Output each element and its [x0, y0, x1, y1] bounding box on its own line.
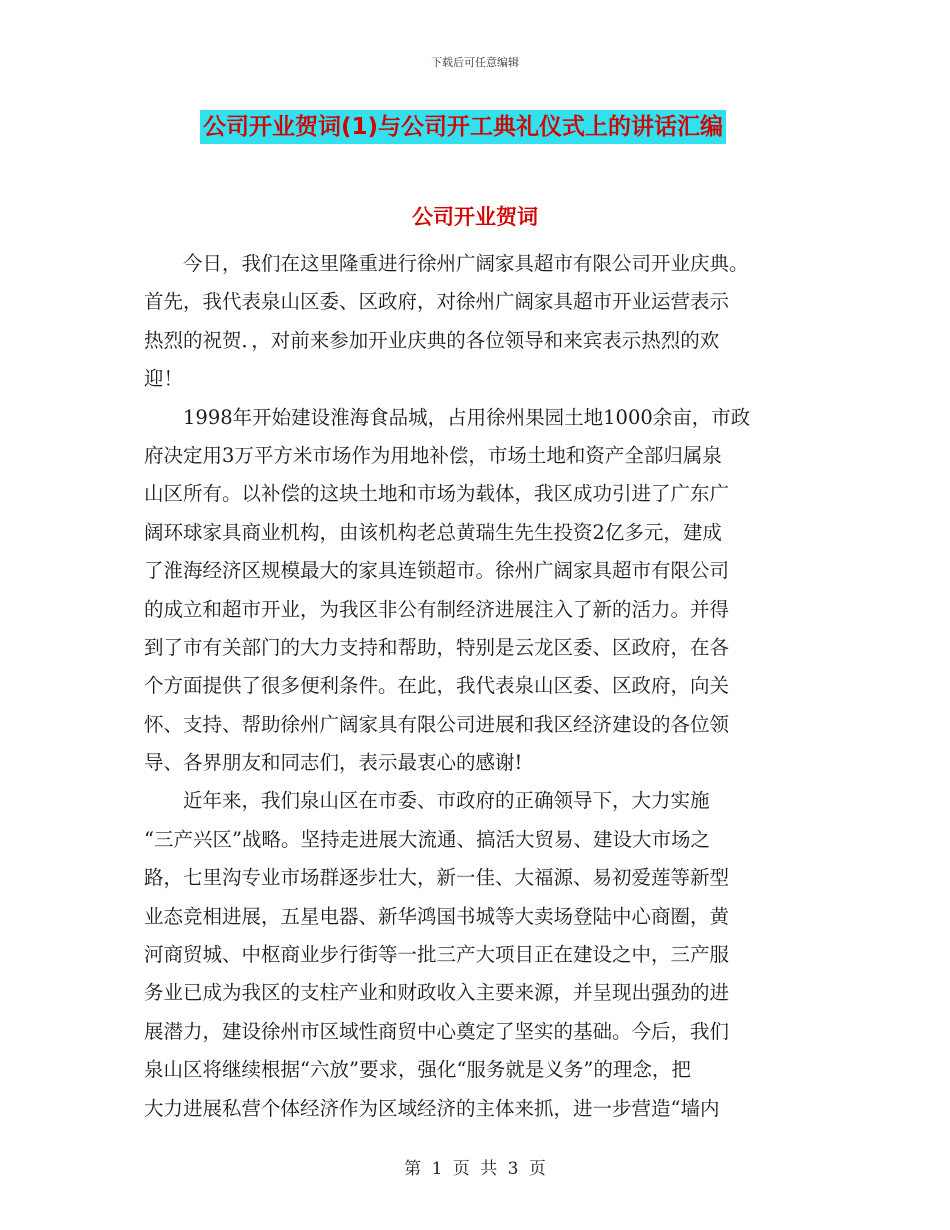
text-line: 的成立和超市开业，为我区非公有制经济进展注入了新的活力。并得: [144, 597, 730, 621]
document-title: 公司开业贺词(1)与公司开工典礼仪式上的讲话汇编: [200, 110, 726, 144]
section-title: 公司开业贺词: [412, 205, 538, 229]
text-line: 首先，我代表泉山区委、区政府，对徐州广阔家具超市开业运营表示: [144, 290, 730, 314]
text-line: “三产兴区”战略。坚持走进展大流通、搞活大贸易、建设大市场之: [144, 827, 710, 851]
body-text: [144, 245, 808, 1128]
text-line: 了淮海经济区规模最大的家具连锁超市。徐州广阔家具超市有限公司: [144, 559, 730, 583]
text-line: 泉山区将继续根据“六放”要求，强化“服务就是义务”的理念，把: [144, 1058, 691, 1082]
text-line: 导、各界朋友和同志们，表示最衷心的感谢!: [144, 751, 523, 775]
text-line: 河商贸城、中枢商业步行街等一批三产大项目正在建设之中，三产服: [144, 943, 730, 967]
text-line: 业态竞相进展，五星电器、新华鸿国书城等大卖场登陆中心商圈，黄: [144, 904, 730, 928]
text-line: 到了市有关部门的大力支持和帮助，特别是云龙区委、区政府，在各: [144, 635, 730, 659]
page-header-note: 下载后可任意编辑: [431, 56, 519, 69]
text-line: 路，七里沟专业市场群逐步壮大，新一佳、大福源、易初爱莲等新型: [144, 866, 730, 890]
text-line: 山区所有。以补偿的这块土地和市场为载体，我区成功引进了广东广: [144, 482, 730, 506]
text-line: 展潜力，建设徐州市区域性商贸中心奠定了坚实的基础。今后，我们: [144, 1019, 730, 1043]
text-line: 务业已成为我区的支柱产业和财政收入主要来源，并呈现出强劲的进: [144, 981, 730, 1005]
text-line: 阔环球家具商业机构，由该机构老总黄瑞生先生投资2亿多元，建成: [144, 520, 722, 544]
text-line: 热烈的祝贺．，对前来参加开业庆典的各位领导和来宾表示热烈的欢: [144, 328, 720, 352]
text-line: 迎！: [144, 367, 184, 391]
text-line: 个方面提供了很多便利条件。在此，我代表泉山区委、区政府，向关: [144, 674, 730, 698]
text-line: 近年来，我们泉山区在市委、市政府的正确领导下，大力实施: [144, 789, 710, 813]
text-line: 1998年开始建设淮海食品城，占用徐州果园土地1000余亩，市政: [144, 405, 751, 429]
text-line: 怀、支持、帮助徐州广阔家具有限公司进展和我区经济建设的各位领: [144, 712, 730, 736]
text-line: 大力进展私营个体经济作为区域经济的主体来抓，进一步营造“墙内: [144, 1096, 720, 1120]
text-line: 府决定用3万平方米市场作为用地补偿，市场土地和资产全部归属泉: [144, 443, 722, 467]
text-line: 今日，我们在这里隆重进行徐州广阔家具超市有限公司开业庆典。: [144, 252, 749, 275]
page-footer: 第 1 页 共 3 页: [404, 1159, 546, 1179]
